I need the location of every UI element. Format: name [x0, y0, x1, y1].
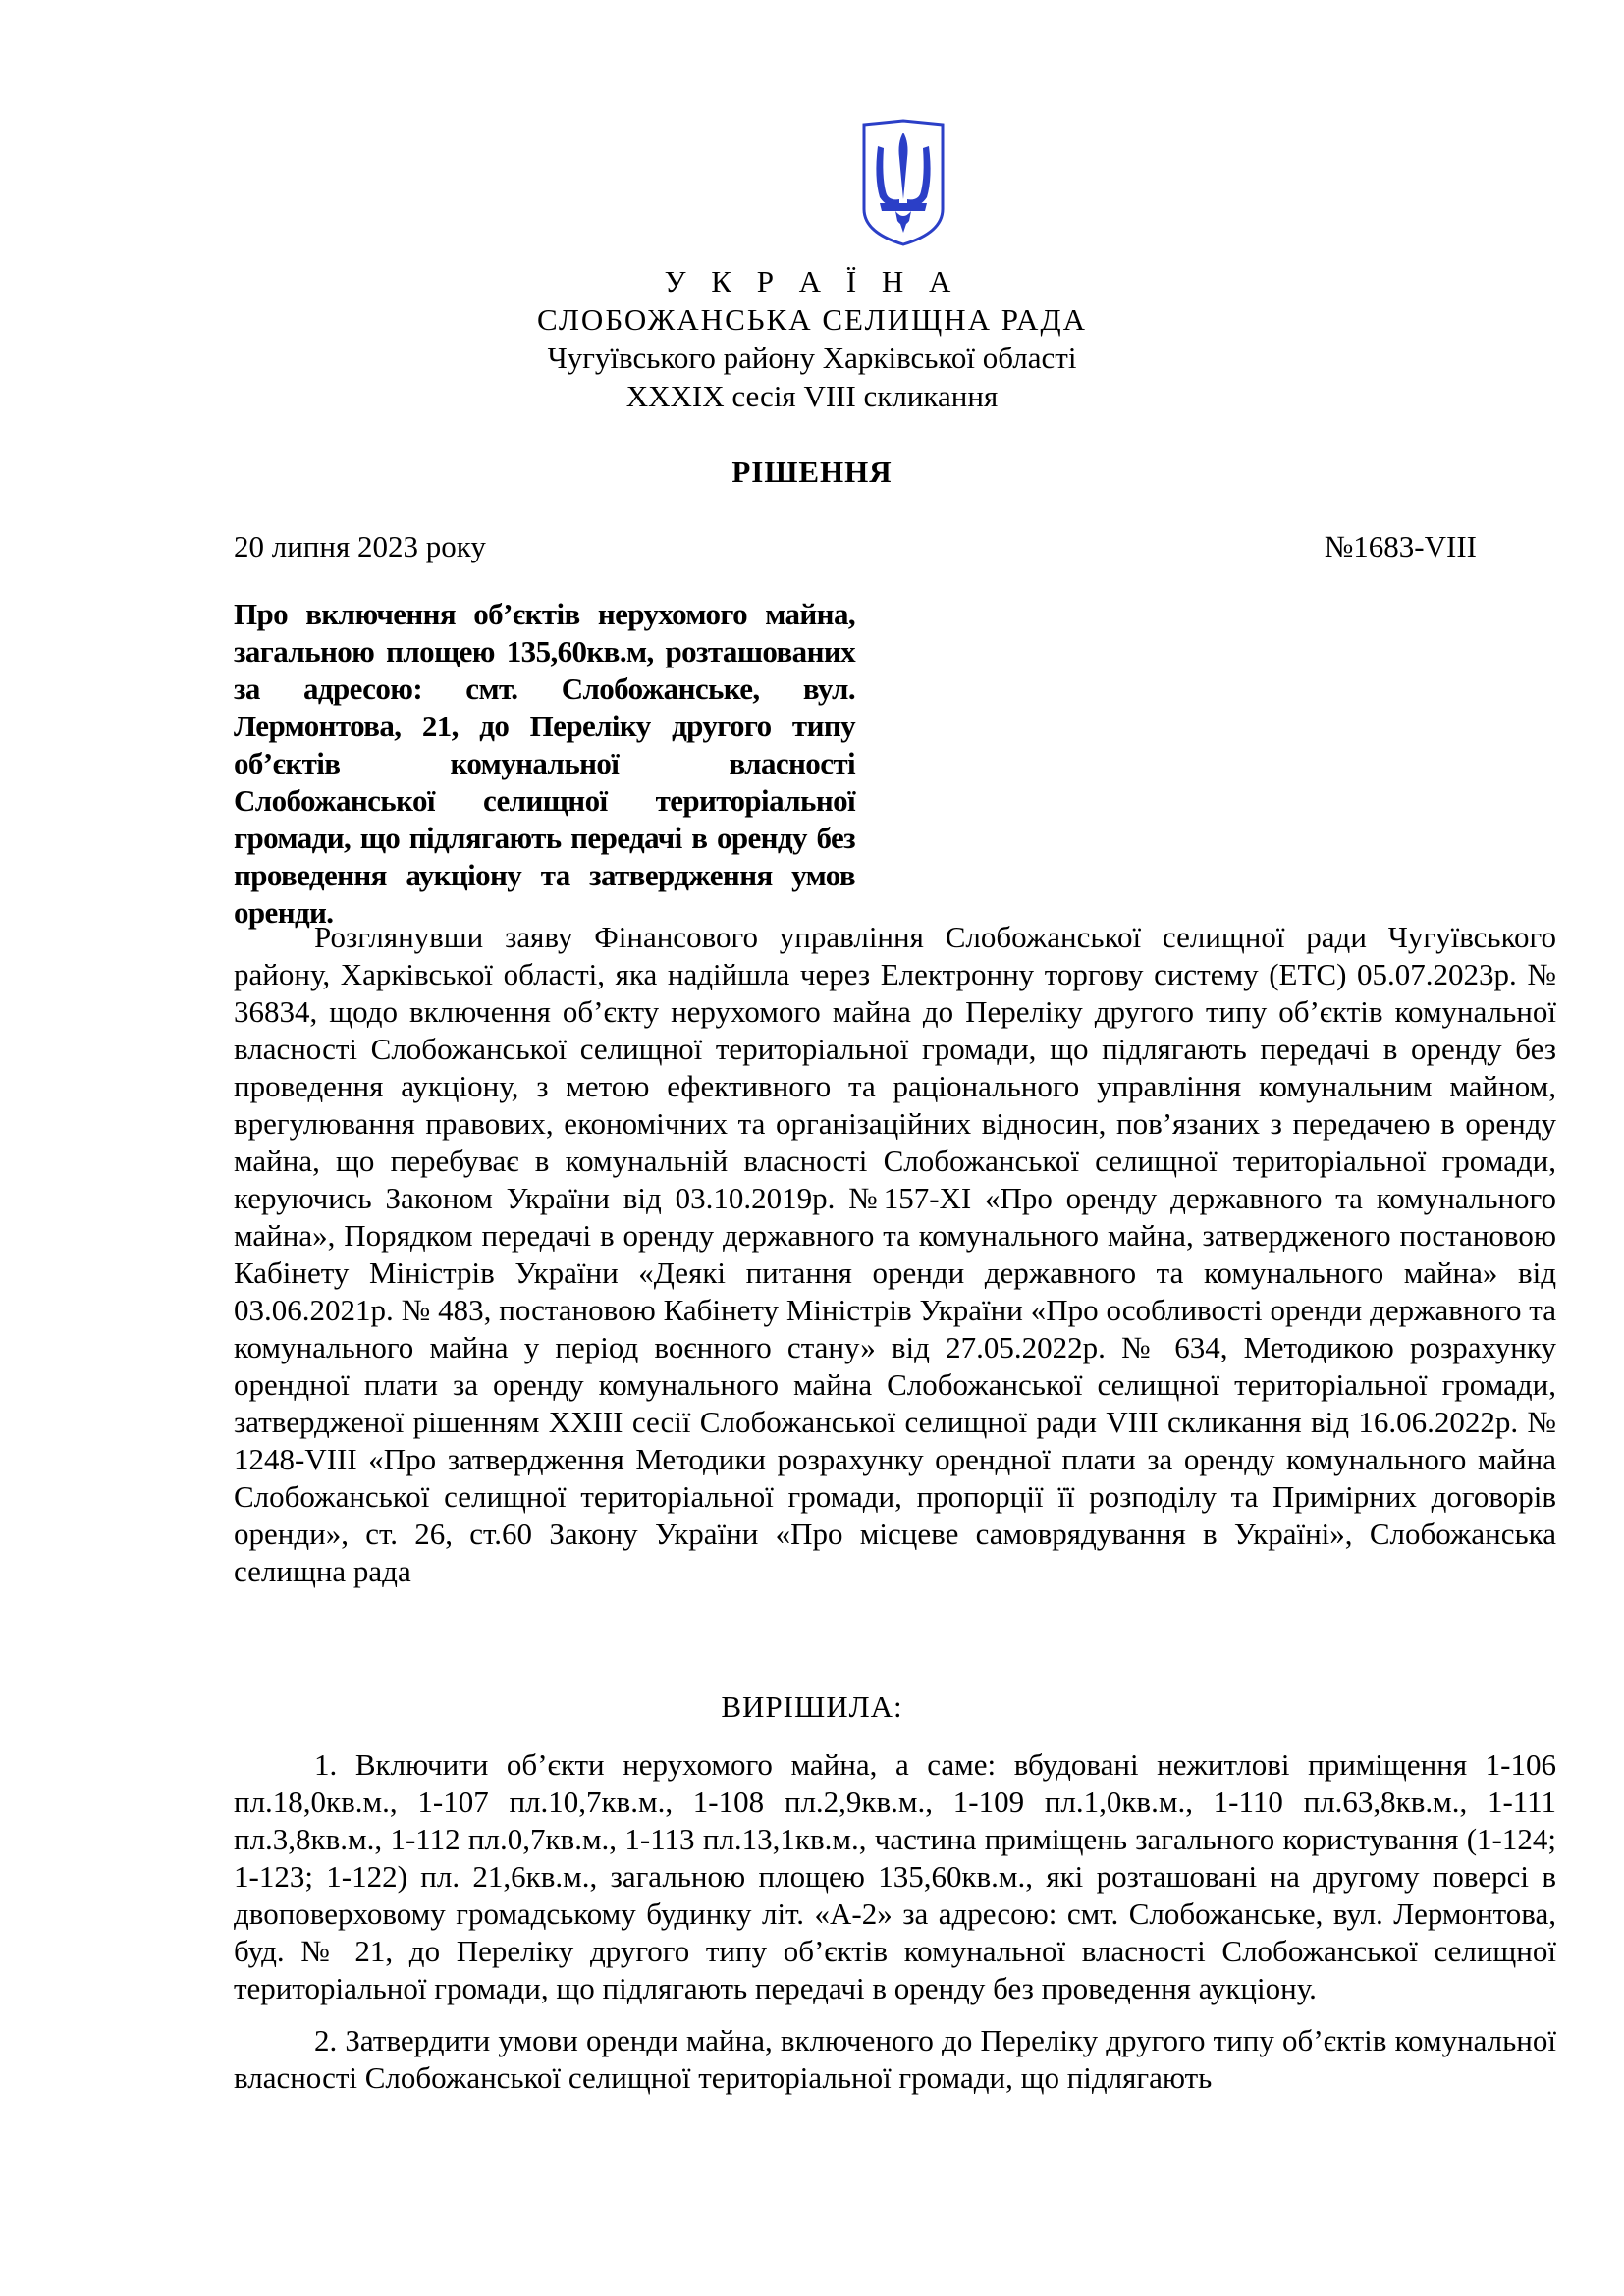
country-heading: У К Р А Ї Н А	[664, 264, 960, 298]
decision-date: 20 липня 2023 року	[234, 529, 486, 563]
resolution-item-2: 2. Затвердити умови оренди майна, включеного до Переліку другого типу об’єктів комунальної власності Слобожанської селищної територіальної громади, що підлягають	[234, 2023, 1556, 2095]
council-heading: СЛОБОЖАНСЬКА СЕЛИЩНА РАДА	[537, 302, 1087, 337]
preamble-paragraph: Розглянувши заяву Фінансового управління Слобожанської селищної ради Чугуївського району, Харківської області, яка надійшла через Електронну торгову систему (ЕТС) 05.07.2023р. № 36834, щодо включення об’єкту нерухомого майна до Переліку другого типу об’єктів комунальної власності Слобожанської селищної територіальної громади, що підлягають передачі в оренду без проведення аукціону, з метою ефективного та раціонального управління комунальним майном, врегулювання правових, економічних та організаційних відносин, пов’язаних з передачею в оренду майна, що перебуває в комунальній власності Слобожанської селищної територіальної громади, керуючись Законом України від 03.10.2019р. №157-XI «Про оренду державного та комунального майна», Порядком передачі в оренду державного та комунального майна, затвердженого постановою Кабінету Міністрів України «Деякі питання оренди державного та комунального майна» від 03.06.2021р. № 483, постановою Кабінету Міністрів України «Про особливості оренди державного та комунального майна у період воєнного стану» від 27.05.2022р. № 634, Методикою розрахунку орендної плати за оренду комунального майна Слобожанської селищної територіальної громади, затвердженої рішенням XXIII сесії Слобожанської селищної ради VIII скликання від 16.06.2022р. № 1248-VIII «Про затвердження Методики розрахунку орендної плати за оренду комунального майна Слобожанської селищної територіальної громади, пропорції її розподілу та Примірних договорів оренди», ст. 26, ст.60 Закону України «Про місцеве самоврядування в Україні», Слобожанська селищна рада	[234, 920, 1556, 1588]
resolution-item-1: 1. Включити об’єкти нерухомого майна, а саме: вбудовані нежитлові приміщення 1-106 пл.18,0кв.м., 1-107 пл.10,7кв.м., 1-108 пл.2,9кв.м., 1-109 пл.1,0кв.м., 1-110 пл.63,8кв.м., 1-111 пл.3,8кв.м., 1-112 пл.0,7кв.м., 1-113 пл.13,1кв.м., частина приміщень загального користування (1-124; 1-123; 1-122) пл. 21,6кв.м., загальною площею 135,60кв.м., які розташовані на другому поверсі в двоповерховому громадському будинку літ. «А-2» за адресою: смт. Слобожанське, вул. Лермонтова, буд. № 21, до Переліку другого типу об’єктів комунальної власності Слобожанської селищної територіальної громади, що підлягають передачі в оренду без проведення аукціону.	[234, 1747, 1556, 2005]
decision-number: №1683-VIII	[1324, 529, 1477, 563]
district-heading: Чугуївського району Харківської області	[547, 341, 1077, 375]
resolved-heading: ВИРІШИЛА:	[721, 1689, 903, 1724]
decision-subject: Про включення об’єктів нерухомого майна, загальною площею 135,60кв.м, розташованих за адресою: смт. Слобожанське, вул. Лермонтова, 21, до Переліку другого типу об’єктів комунальної власності Слобожанської селищної територіальної громади, що підлягають передачі в оренду без проведення аукціону та затвердження умов оренди.	[234, 597, 855, 930]
tryzub-icon	[860, 119, 947, 248]
document-type-heading: РІШЕННЯ	[731, 454, 893, 489]
session-heading: XXXIX сесія VIII скликання	[625, 379, 999, 413]
